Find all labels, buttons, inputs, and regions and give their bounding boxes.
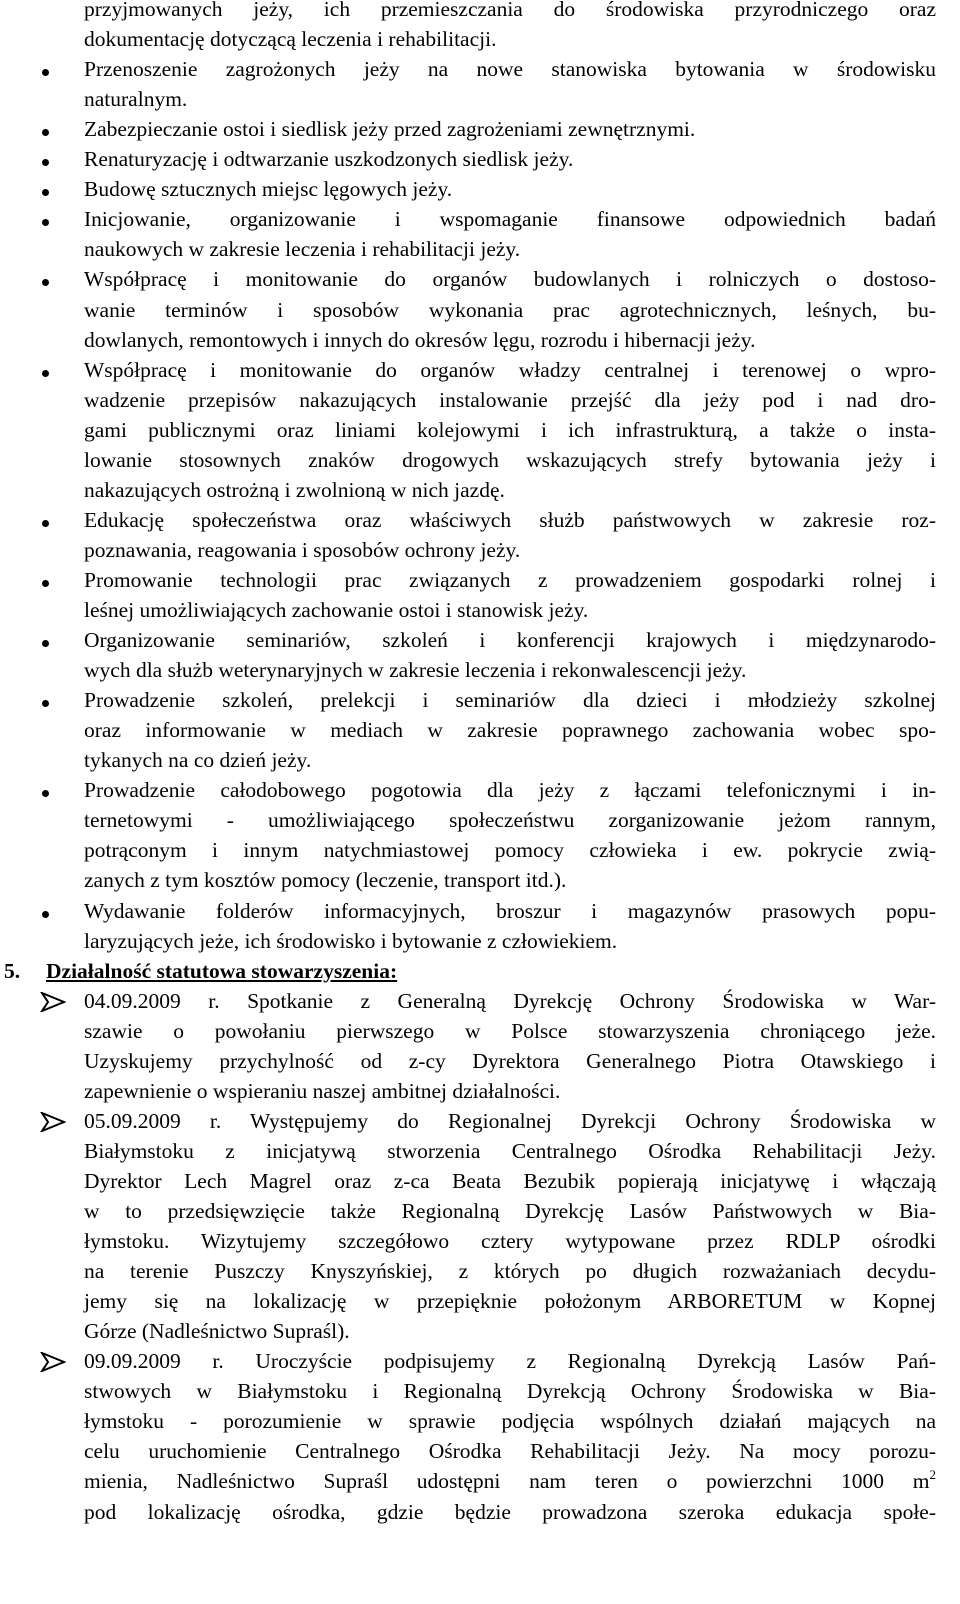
text-line: Prowadzenie całodobowego pogotowia dla jeży z łączami telefonicznymi i in- [84,778,936,803]
bullet-icon [42,129,49,136]
text-line: Inicjowanie, organizowanie i wspomaganie finansowe odpowiednich badań [84,207,936,232]
text-line: wadzenie przepisów nakazujących instalowanie przejść dla jeży pod i nad dro- [84,387,936,412]
text-line: zanych z tym kosztów pomocy (leczenie, transport itd.). [84,868,567,893]
text-line: Edukację społeczeństwa oraz właściwych służb państwowych w zakresie roz- [84,507,936,532]
text-line: Prowadzenie szkoleń, prelekcji i seminariów dla dzieci i młodzieży szkolnej [84,688,936,713]
text-line: naturalnym. [84,87,188,112]
text-line: nakazujących ostrożną i zwolnioną w nich jazdę. [84,477,505,502]
text-line: laryzujących jeże, ich środowisko i bytowanie z człowiekiem. [84,928,618,953]
text-line [84,1466,936,1496]
text-line: gami publicznymi oraz liniami kolejowymi i ich infrastrukturą, a także o insta- [84,417,936,442]
text-line: Renaturyzację i odtwarzanie uszkodzonych siedlisk jeży. [84,147,574,172]
text-line: celu uruchomienie Centralnego Ośrodka Rehabilitacji Jeży. Na mocy porozu- [84,1439,936,1464]
text-line: Promowanie technologii prac związanych z prowadzeniem gospodarki rolnej i [84,567,936,592]
text-line: Białymstoku z inicjatywą stworzenia Centralnego Ośrodka Rehabilitacji Jeży. [84,1138,936,1163]
text-line: na terenie Puszczy Knyszyńskiej, z których po długich rozważaniach decydu- [84,1259,936,1284]
text-line: wych dla służb weterynaryjnych w zakresie leczenia i rekonwalescencji jeży. [84,658,747,683]
text-line: Uzyskujemy przychylność od z-cy Dyrektora Generalnego Piotra Otawskiego i [84,1048,936,1073]
text-line: Zabezpieczanie ostoi i siedlisk jeży przed zagrożeniami zewnętrznymi. [84,117,696,142]
text-line: zapewnienie o wspieraniu naszej ambitnej działalności. [84,1078,561,1103]
text-line-content: mienia, Nadleśnictwo Supraśl udostępni nam teren o powierzchni 1000 m [84,1469,930,1494]
text-line: Dyrektor Lech Magrel oraz z-ca Beata Bezubik popierają inicjatywę i włączają [84,1168,936,1193]
superscript: 2 [929,1467,936,1483]
text-line: łymstoku - porozumienie w sprawie podjęcia wspólnych działań mających na [84,1409,936,1434]
text-line: potrąconym i innym natychmiastowej pomocy człowieka i ew. pokrycie zwią- [84,838,936,863]
text-line: dowlanych, remontowych i innych do okresów lęgu, rozrodu i hibernacji jeży. [84,327,756,352]
text-line: Budowę sztucznych miejsc lęgowych jeży. [84,177,453,202]
text-line: jemy się na lokalizację w przepięknie położonym ARBORETUM w Kopnej [84,1289,936,1314]
text-line: stwowych w Białymstoku i Regionalną Dyrekcją Ochrony Środowiska w Bia- [84,1379,936,1404]
text-line: Wydawanie folderów informacyjnych, broszur i magazynów prasowych popu- [84,898,936,923]
text-line: przyjmowanych jeży, ich przemieszczania do środowiska przyrodniczego oraz [84,0,936,21]
text-line: dokumentację dotyczącą leczenia i rehabilitacji. [84,27,497,52]
text-line: poznawania, reagowania i sposobów ochrony jeży. [84,537,521,562]
text-line: 04.09.2009 r. Spotkanie z Generalną Dyrekcję Ochrony Środowiska w War- [84,988,936,1013]
text-line: oraz informowanie w mediach w zakresie poprawnego zachowania wobec spo- [84,718,936,743]
text-line: łymstoku. Wizytujemy szczegółowo cztery wytypowane przez RDLP ośrodki [84,1229,936,1254]
text-line: pod lokalizację ośrodka, gdzie będzie prowadzona szeroka edukacja społe- [84,1499,936,1524]
bullet-icon [42,580,49,587]
section-number: 5. [4,958,21,983]
arrow-bullet-icon [40,1112,66,1132]
text-line: szawie o powołaniu pierwszego w Polsce stowarzyszenia chroniącego jeże. [84,1018,936,1043]
bullet-icon [42,700,49,707]
bullet-icon [42,279,49,286]
text-line: tykanych na co dzień jeży. [84,748,312,773]
text-line: w to przedsięwzięcie także Regionalną Dyrekcję Lasów Państwowych w Bia- [84,1199,936,1223]
bullet-icon [42,370,49,377]
bullet-icon [42,159,49,166]
bullet-icon [42,69,49,76]
arrow-bullet-icon [40,992,66,1012]
bullet-icon [42,219,49,226]
text-line: Górze (Nadleśnictwo Supraśl). [84,1319,350,1344]
text-line: Przenoszenie zagrożonych jeży na nowe stanowiska bytowania w środowisku [84,57,936,82]
text-line: 05.09.2009 r. Występujemy do Regionalnej Dyrekcji Ochrony Środowiska w [84,1108,936,1133]
bullet-icon [42,189,49,196]
bullet-icon [42,790,49,797]
text-line: 09.09.2009 r. Uroczyście podpisujemy z Regionalną Dyrekcją Lasów Pań- [84,1349,936,1374]
text-line: ternetowymi - umożliwiającego społeczeństwu zorganizowanie jeżom rannym, [84,808,936,833]
text-line: naukowych w zakresie leczenia i rehabilitacji jeży. [84,237,521,262]
text-line: Organizowanie seminariów, szkoleń i konferencji krajowych i międzynarodo- [84,628,936,653]
arrow-bullet-icon [40,1352,66,1372]
text-line: wanie terminów i sposobów wykonania prac agrotechnicznych, leśnych, bu- [84,297,936,322]
text-line: Współpracę i monitowanie do organów władzy centralnej i terenowej o wpro- [84,357,936,382]
bullet-icon [42,640,49,647]
bullet-icon [42,911,49,918]
section-title: Działalność statutowa stowarzyszenia: [46,958,398,983]
bullet-icon [42,520,49,527]
text-line: lowanie stosownych znaków drogowych wskazujących strefy bytowania jeży i [84,447,936,472]
text-line: leśnej umożliwiających zachowanie ostoi i stanowisk jeży. [84,598,589,622]
text-line: Współpracę i monitowanie do organów budowlanych i rolniczych o dostoso- [84,267,936,292]
